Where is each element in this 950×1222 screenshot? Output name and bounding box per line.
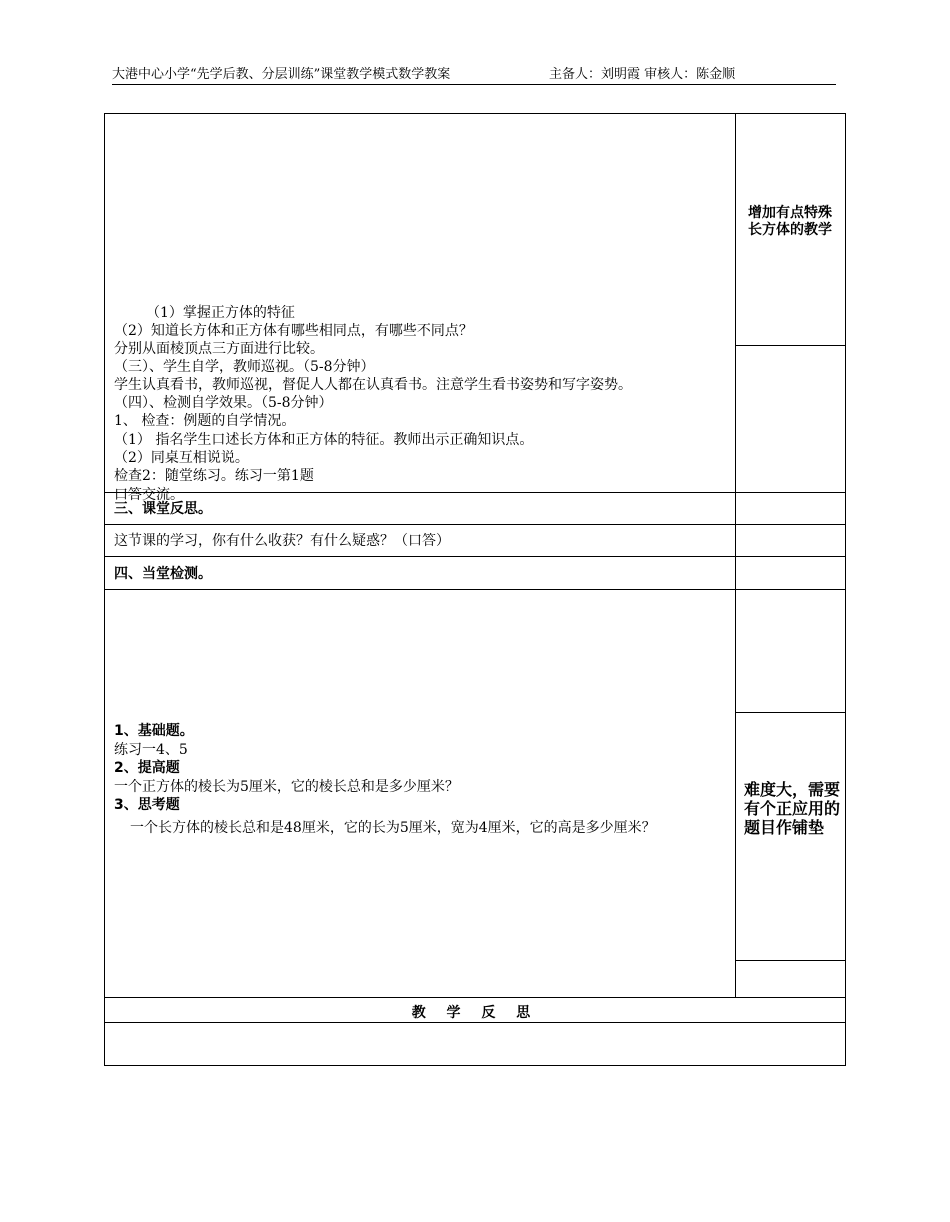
- row-divider: [735, 960, 846, 961]
- thinking-heading: 3、思考题: [114, 797, 180, 813]
- row-divider: [104, 997, 846, 998]
- reflection-question: 这节课的学习，你有什么收获？有什么疑惑？（口答）: [114, 533, 450, 549]
- document-header: [112, 66, 836, 85]
- side-note-special-cuboid: 增加有点特殊长方体的教学: [748, 205, 832, 238]
- advanced-heading: 2、提高题: [114, 760, 180, 776]
- row-divider: [104, 556, 846, 557]
- row-divider: [104, 524, 846, 525]
- oral-exchange: 口答交流。: [114, 487, 184, 503]
- thinking-text: 一个长方体的棱长总和是48厘米，它的长为5厘米，宽为4厘米，它的高是多少厘米？: [130, 820, 656, 836]
- self-study-step: （三）、学生自学，教师巡视。（5-8分钟）: [114, 359, 375, 375]
- teaching-reflection-title: 教 学 反 思: [411, 1005, 539, 1021]
- row-divider: [104, 589, 846, 590]
- row-divider: [104, 1022, 846, 1023]
- test-heading: 四、当堂检测。: [114, 566, 212, 582]
- check-step: （四）、检测自学效果。（5-8分钟）: [114, 395, 333, 411]
- row-divider: [104, 492, 846, 493]
- self-study-desc: 学生认真看书，教师巡视，督促人人都在认真看书。注意学生看书姿势和写字姿势。: [114, 377, 632, 393]
- author-reviewer: 主备人：刘明霞 审核人：陈金顺: [549, 67, 736, 82]
- goal-cube-features: （1）掌握正方体的特征: [146, 305, 295, 321]
- check-1-item-1: （1） 指名学生口述长方体和正方体的特征。教师出示正确知识点。: [114, 432, 534, 448]
- check-1-item-2: （2）同桌互相说说。: [114, 450, 249, 466]
- side-note-difficulty: 难度大，需要有个正应用的题目作铺垫: [744, 780, 841, 837]
- goal-compare: （2）知道长方体和正方体有哪些相同点，有哪些不同点？: [114, 323, 473, 339]
- check-2: 检查2：随堂练习。练习一第1题: [114, 468, 314, 484]
- row-divider: [735, 345, 846, 346]
- advanced-text: 一个正方体的棱长为5厘米，它的棱长总和是多少厘米？: [114, 779, 459, 795]
- row-divider: [735, 712, 846, 713]
- basic-text: 练习一4、5: [114, 742, 188, 758]
- right-column-divider: [735, 113, 736, 997]
- reflection-heading: 三、课堂反思。: [114, 501, 212, 517]
- compare-aspects: 分别从面棱顶点三方面进行比较。: [114, 341, 324, 357]
- school-lesson-title: 大港中心小学“先学后教、分层训练”课堂教学模式数学教案: [112, 67, 451, 82]
- check-1: 1、 检查：例题的自学情况。: [114, 413, 296, 429]
- basic-heading: 1、基础题。: [114, 723, 194, 739]
